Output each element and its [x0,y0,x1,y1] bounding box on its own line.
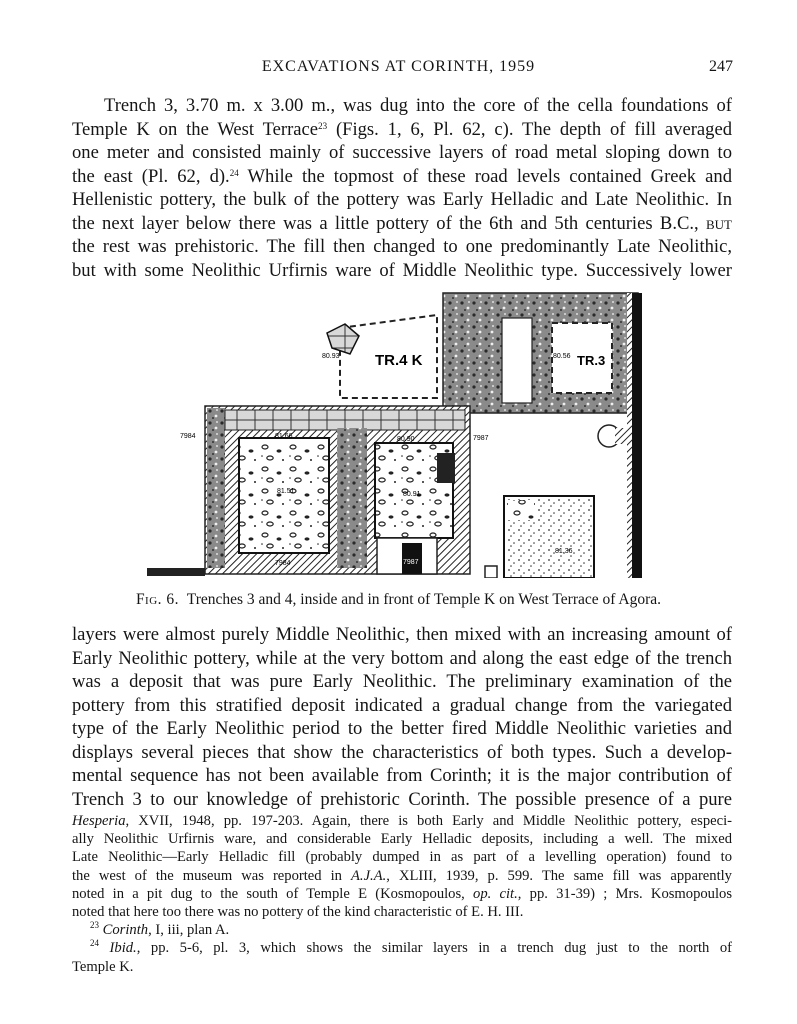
ground-line [147,568,205,576]
text-line: Trench 3 to our knowledge of prehistoric Corinth. The possible presence of a pure [72,788,732,810]
elevation-label: 7984 [180,433,196,440]
footnote-line: noted that here too there was no pottery of the kind characteristic of E. H. III. [72,904,524,921]
fill-area-west [239,438,329,553]
footnote-ref-23[interactable]: 23 [318,120,328,131]
figure-caption-text: Trenches 3 and 4, inside and in front of Temple K on West Terrace of Agora. [186,591,662,608]
footnote-line: Hesperia, XVII, 1948, pp. 197-203. Again, there is both Early and Middle Neolithic pottery, especi- [72,813,732,829]
elevation-label: 80.91 [403,491,421,498]
dark-block [437,453,455,483]
elevation-label: 7987 [403,559,419,566]
elevation-label: 80.93 [322,353,340,360]
west-wall [207,408,225,568]
running-header [0,58,797,80]
marker-box [485,566,497,578]
paragraph-neolithic-layers [72,623,732,811]
text-line: but with some Neolithic Urfirnis ware of Middle Neolithic type. Successively lower [72,259,732,281]
elevation-label: 7987 [473,435,489,442]
block-course [225,410,465,430]
paragraph-trench-3 [72,94,732,282]
elevation-label: 80.56 [553,353,571,360]
elevation-label: 81.36 [555,548,573,555]
figure-caption [0,591,797,609]
text-line: displays several pieces that show the characteristics of both types. Such a develop- [72,741,732,763]
text-line: layers were almost purely Middle Neolithic, then mixed with an increasing amount of [72,624,732,645]
text-line: Trench 3, 3.70 m. x 3.00 m., was dug into the core of the cella foundations of [104,95,732,116]
text-line: was a deposit that was pure Early Neolithic. The preliminary examination of the [72,671,732,692]
elevation-label: 81.51 [277,488,295,495]
footnotes [72,812,732,976]
footnote-24: $^{24}$ Ibid., pp. 5-6, pl. 3, which shows the similar layers in a trench dug just to the north of [90,938,732,957]
elevation-label: 81.66 [275,433,293,440]
elevation-label: 7984 [275,560,291,567]
text-line: the next layer below there was a little pottery of the 6th and 5th centuries B.C., but [72,212,732,234]
text-line: Early Neolithic pottery, while at the very bottom and along the east edge of the trench [72,647,732,669]
footnote-ref-24[interactable]: 24 [229,167,239,178]
text-line: Hellenistic pottery, the bulk of the pottery was Early Helladic and Late Neolithic. In [72,189,732,210]
text-line: pottery from this stratified deposit indicated a gradual change from the variegated [72,694,732,716]
text-line: Temple K on the West Terrace$^{23}$ (Figs. 1, 6, Pl. 62, c). The depth of fill averaged [72,118,733,140]
footnote-23: $^{23}$ Corinth, I, iii, plan A. [90,920,230,939]
text-line: the rest was prehistoric. The fill then changed to one predominantly Late Neolithic, [72,236,732,257]
stone-cluster [507,500,535,520]
text-line: type of the Early Neolithic period to the better fired Middle Neolithic varieties and [72,718,732,739]
footnote-line: the west of the museum was reported in A.J.A., XLIII, 1939, p. 599. The same fill was apparently [72,867,732,884]
trench-3-label: TR.3 [577,353,606,368]
page-number: 247 [709,58,733,75]
text-line: mental sequence has not been available from Corinth; it is the major contribution of [72,765,732,786]
text-line: one meter and consisted mainly of successive layers of road metal sloping down to [72,142,732,163]
footnote-line: noted in a pit dug to the south of Temple E (Kosmopoulos, op. cit., pp. 31-39) ; Mrs. Kosmopoulos [72,885,732,902]
foundation-void [502,318,532,403]
figure-label: Fig. 6. [135,591,180,608]
trench-4k-label: TR.4 K [375,352,423,369]
east-wall [632,293,642,578]
footnote-line: Late Neolithic—Early Helladic fill (probably dumped in as part of a levelling operation) found to [72,849,732,866]
trench-plan-drawing [147,288,652,578]
central-wall [337,428,367,568]
footnote-line: ally Neolithic Urfirnis ware, and considerable Early Helladic deposits, including a well. The mixed [72,831,732,848]
footnote-24-cont: Temple K. [72,958,134,975]
elevation-label: 80.90 [397,436,415,443]
figure-6-plan [147,288,652,578]
column-joint [615,428,629,444]
text-line: the east (Pl. 62, d).$^{24}$ While the topmost of these road levels contained Greek and [72,165,733,187]
running-title: EXCAVATIONS AT CORINTH, 1959 [261,58,536,75]
